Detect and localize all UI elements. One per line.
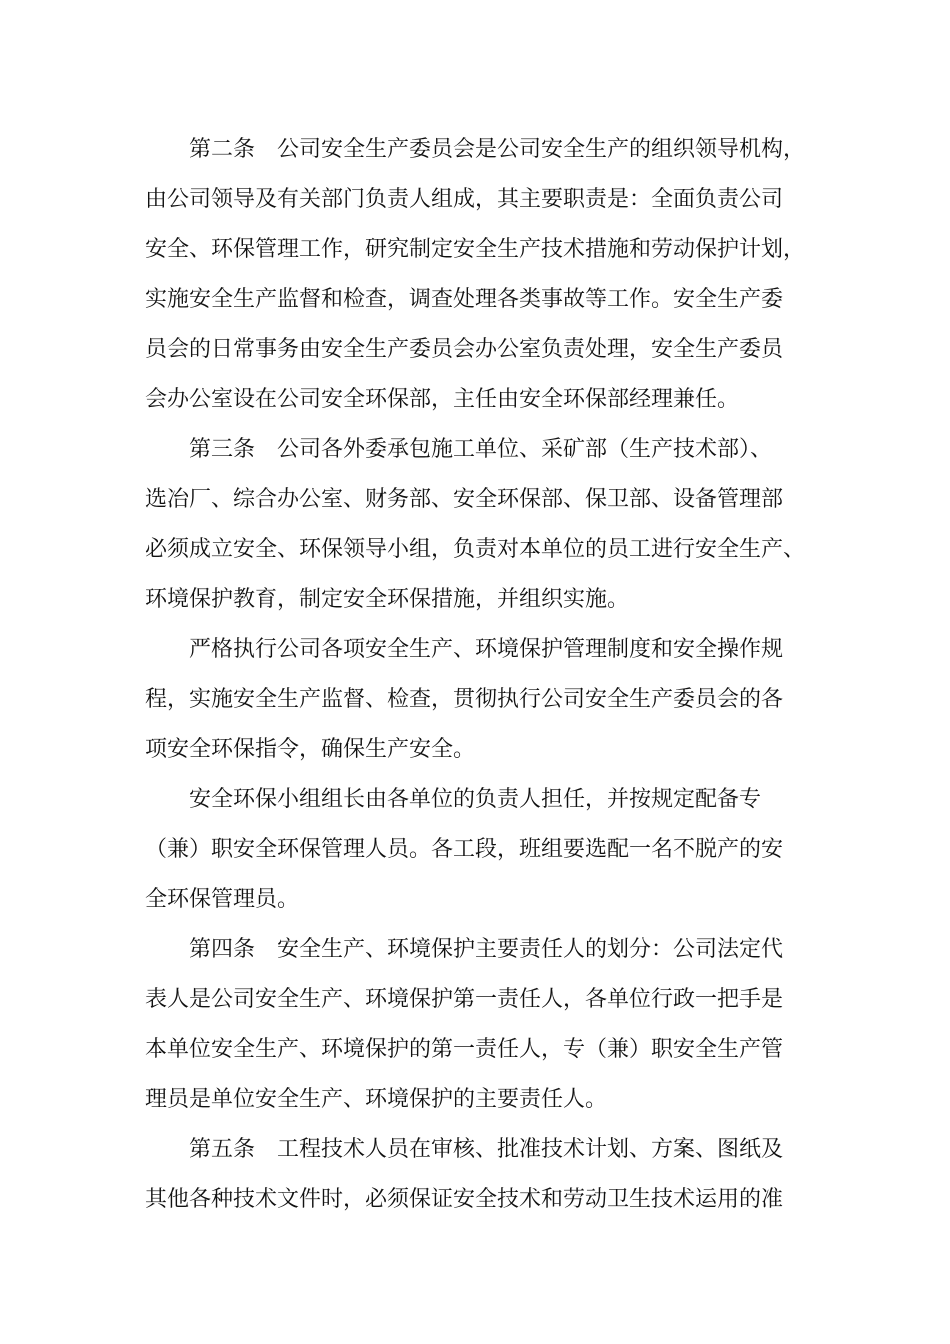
article-2-line-4: 实施安全生产监督和检查，调查处理各类事故等工作。安全生产委 bbox=[145, 287, 784, 312]
article-2-line-1: 第二条 公司安全生产委员会是公司安全生产的组织领导机构， bbox=[189, 137, 806, 162]
article-3-para-2-line-2: 程，实施安全生产监督、检查，贯彻执行公司安全生产委员会的各 bbox=[145, 687, 784, 712]
article-3-line-1: 第三条 公司各外委承包施工单位、采矿部（生产技术部）、 bbox=[189, 437, 773, 462]
article-4-line-1: 第四条 安全生产、环境保护主要责任人的划分：公司法定代 bbox=[189, 937, 784, 962]
article-3-para-3-line-3: 全环保管理员。 bbox=[145, 887, 300, 912]
article-3-line-4: 环境保护教育，制定安全环保措施，并组织实施。 bbox=[145, 587, 630, 612]
article-4-line-4: 理员是单位安全生产、环境保护的主要责任人。 bbox=[145, 1087, 608, 1112]
article-3-line-3: 必须成立安全、环保领导小组，负责对本单位的员工进行安全生产、 bbox=[145, 537, 806, 562]
article-5-line-1: 第五条 工程技术人员在审核、批准技术计划、方案、图纸及 bbox=[189, 1137, 784, 1162]
article-3-para-2-line-3: 项安全环保指令，确保生产安全。 bbox=[145, 737, 476, 762]
article-3-para-3-line-2: （兼）职安全环保管理人员。各工段，班组要选配一名不脱产的安 bbox=[145, 837, 784, 862]
article-3-para-2-line-1: 严格执行公司各项安全生产、环境保护管理制度和安全操作规 bbox=[189, 637, 784, 662]
article-2-line-3: 安全、环保管理工作，研究制定安全生产技术措施和劳动保护计划， bbox=[145, 237, 806, 262]
article-3-line-2: 选冶厂、综合办公室、财务部、安全环保部、保卫部、设备管理部 bbox=[145, 487, 784, 512]
article-5-line-2: 其他各种技术文件时，必须保证安全技术和劳动卫生技术运用的准 bbox=[145, 1187, 784, 1212]
article-3-para-3-line-1: 安全环保小组组长由各单位的负责人担任，并按规定配备专 bbox=[189, 787, 762, 812]
article-4-line-2: 表人是公司安全生产、环境保护第一责任人，各单位行政一把手是 bbox=[145, 987, 784, 1012]
article-2-line-2: 由公司领导及有关部门负责人组成，其主要职责是：全面负责公司 bbox=[145, 187, 784, 212]
article-2-line-5: 员会的日常事务由安全生产委员会办公室负责处理，安全生产委员 bbox=[145, 337, 784, 362]
article-2-line-6: 会办公室设在公司安全环保部，主任由安全环保部经理兼任。 bbox=[145, 387, 740, 412]
article-4-line-3: 本单位安全生产、环境保护的第一责任人，专（兼）职安全生产管 bbox=[145, 1037, 784, 1062]
